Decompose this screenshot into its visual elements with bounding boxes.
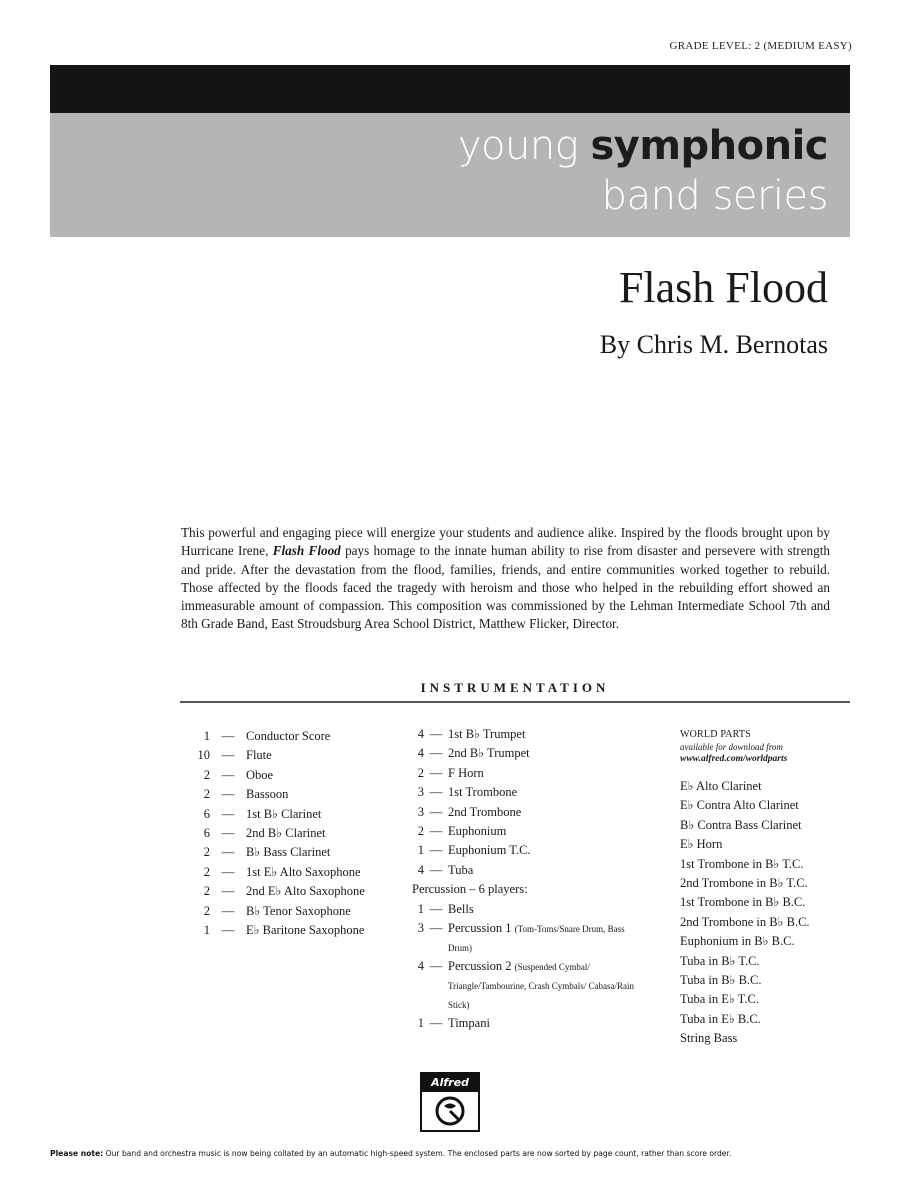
instrument-row — [180, 805, 365, 824]
world-part-item: 1st Trombone in B♭ T.C. — [680, 856, 804, 871]
piece-title: Flash Flood — [618, 263, 828, 312]
instrument-part: Percussion 2 — [448, 959, 512, 974]
world-part-item: Tuba in E♭ T.C. — [680, 992, 759, 1007]
dash: — — [429, 1016, 443, 1031]
instrument-quantity: 4 — [417, 727, 424, 741]
instrument-row — [180, 824, 365, 843]
instrument-part: Timpani — [448, 1016, 490, 1031]
dash: — — [429, 921, 443, 936]
dash: — — [429, 804, 443, 819]
instrument-quantity: 1 — [417, 1016, 424, 1031]
instrument-quantity: 1 — [203, 729, 210, 743]
dash: — — [429, 862, 443, 877]
alfred-logo-icon — [434, 1095, 466, 1127]
instrument-row — [400, 744, 638, 763]
instrument-part: Conductor Score — [246, 729, 331, 743]
instrument-quantity: 2 — [203, 884, 210, 899]
instrument-row — [180, 766, 365, 785]
instrument-row — [180, 843, 365, 862]
instrument-part: 2nd B♭ Clarinet — [246, 826, 326, 841]
footer-text: Our band and orchestra music is now being collated by an automatic high-speed system. The enclosed parts are now sorted by page count, rather than score order. — [105, 1149, 732, 1158]
header-banner-top — [50, 65, 850, 113]
instrument-part: Euphonium T.C. — [448, 843, 531, 858]
world-part-item: 2nd Trombone in B♭ T.C. — [680, 876, 808, 891]
instrument-quantity: 2 — [203, 767, 210, 782]
instrument-row — [180, 863, 365, 882]
instrument-row — [180, 902, 365, 921]
dash: — — [429, 824, 443, 839]
world-part-item: B♭ Contra Bass Clarinet — [680, 817, 802, 832]
dash: — — [429, 785, 443, 800]
dash: — — [221, 806, 235, 821]
instrument-part: 2nd B♭ Trumpet — [448, 746, 530, 761]
instrument-part: 1st E♭ Alto Saxophone — [246, 864, 361, 879]
instrument-row — [400, 919, 638, 957]
instrument-note: (Tom-Toms/Snare Drum, Bass Drum) — [448, 924, 625, 954]
dash: — — [429, 765, 443, 780]
series-symphonic: symphonic — [590, 123, 828, 169]
world-part-item: E♭ Alto Clarinet — [680, 779, 762, 793]
dash: — — [221, 845, 235, 860]
instrument-row — [400, 1014, 638, 1033]
world-part-item: Tuba in B♭ B.C. — [680, 973, 762, 988]
instrument-part: 1st B♭ Clarinet — [246, 806, 322, 821]
world-part-item: 2nd Trombone in B♭ B.C. — [680, 914, 810, 929]
instrument-column-2 — [400, 725, 638, 1033]
instrument-part: E♭ Baritone Saxophone — [246, 923, 365, 938]
instrument-row — [180, 746, 365, 765]
instrument-quantity: 4 — [417, 862, 424, 877]
instrument-part: B♭ Tenor Saxophone — [246, 903, 351, 918]
instrument-part: 2nd E♭ Alto Saxophone — [246, 884, 365, 899]
percussion-heading: Percussion – 6 players: — [412, 882, 528, 897]
instrument-column-1 — [180, 727, 365, 940]
instrument-part: 1st Trombone — [448, 785, 518, 800]
series-band-series: band series — [601, 173, 828, 219]
divider — [180, 701, 850, 703]
instrument-quantity: 2 — [203, 787, 210, 802]
instrument-part: F Horn — [448, 765, 484, 780]
instrument-quantity: 1 — [417, 843, 424, 858]
instrument-row — [400, 841, 638, 860]
dash: — — [429, 727, 443, 741]
world-parts-url[interactable]: www.alfred.com/worldparts — [680, 754, 788, 764]
instrument-row — [400, 900, 638, 919]
instrument-row — [400, 783, 638, 802]
instrument-quantity: 6 — [203, 826, 210, 841]
grade-level: GRADE LEVEL: 2 (MEDIUM EASY) — [669, 40, 852, 52]
dash: — — [429, 746, 443, 761]
instrument-note: (Suspended Cymbal/ Triangle/Tambourine, Crash Cymbals/ Cabasa/Rain Stick) — [448, 962, 635, 1011]
composer-byline: By Chris M. Bernotas — [599, 330, 828, 359]
dash: — — [221, 748, 235, 763]
world-part-item: Tuba in E♭ B.C. — [680, 1011, 761, 1026]
instrument-quantity: 3 — [417, 785, 424, 800]
dash: — — [221, 729, 235, 743]
dash: — — [221, 826, 235, 841]
description-title: Flash Flood — [272, 543, 341, 559]
instrument-part: 2nd Trombone — [448, 804, 522, 819]
instrument-quantity: 3 — [417, 921, 424, 936]
world-parts — [680, 728, 810, 1049]
instrument-part: Bells — [448, 901, 474, 916]
instrument-quantity: 4 — [417, 746, 424, 761]
instrument-quantity: 4 — [417, 959, 424, 974]
instrument-quantity: 3 — [417, 804, 424, 819]
instrument-quantity: 6 — [203, 806, 210, 821]
dash: — — [429, 843, 443, 858]
world-part-item: Euphonium in B♭ B.C. — [680, 934, 795, 949]
instrument-part: Euphonium — [448, 824, 507, 839]
instrument-part: 1st B♭ Trumpet — [448, 727, 526, 741]
instrument-part: Tuba — [448, 862, 474, 877]
dash: — — [221, 903, 235, 918]
description — [181, 524, 830, 634]
footer-note — [50, 1149, 731, 1158]
instrumentation-heading: INSTRUMENTATION — [420, 680, 610, 695]
instrument-row — [400, 957, 638, 1014]
dash: — — [429, 959, 443, 974]
instrument-quantity: 2 — [203, 845, 210, 860]
world-part-item: E♭ Contra Alto Clarinet — [680, 798, 799, 813]
instrument-row — [400, 725, 638, 744]
instrument-quantity: 1 — [417, 901, 424, 916]
world-part-item: Tuba in B♭ T.C. — [680, 953, 760, 968]
instrument-part: Bassoon — [246, 787, 289, 802]
world-part-item: String Bass — [680, 1031, 738, 1046]
series-young: young — [457, 123, 579, 169]
world-parts-note: available for download from — [680, 742, 783, 752]
series-title — [458, 121, 828, 221]
instrument-row — [400, 764, 638, 783]
instrument-quantity: 1 — [203, 923, 210, 938]
instrument-quantity: 2 — [417, 824, 424, 839]
world-part-item: E♭ Horn — [680, 837, 723, 852]
instrument-quantity: 2 — [203, 864, 210, 879]
dash: — — [221, 864, 235, 879]
alfred-logo-text: Alfred — [422, 1074, 478, 1092]
instrument-row — [180, 785, 365, 804]
dash: — — [221, 884, 235, 899]
instrument-row — [180, 727, 365, 746]
header-banner-series — [50, 113, 850, 237]
instrument-quantity: 10 — [197, 748, 210, 763]
instrument-row — [180, 882, 365, 901]
instrument-part: Flute — [246, 748, 272, 763]
dash: — — [429, 901, 443, 916]
instrument-part: B♭ Bass Clarinet — [246, 845, 331, 860]
instrument-quantity: 2 — [203, 903, 210, 918]
instrument-row — [400, 861, 638, 880]
world-parts-title: WORLD PARTS — [680, 729, 751, 740]
instrument-part: Percussion 1 — [448, 921, 512, 936]
dash: — — [221, 787, 235, 802]
dash: — — [221, 923, 235, 938]
world-part-item: 1st Trombone in B♭ B.C. — [680, 895, 806, 910]
instrument-row — [180, 921, 365, 940]
alfred-logo — [420, 1072, 480, 1132]
instrument-part: Oboe — [246, 767, 274, 782]
instrument-quantity: 2 — [417, 765, 424, 780]
instrument-row — [400, 822, 638, 841]
description-part1: This powerful and engaging piece will energize your students and audience alike. Inspired by the floods brought upon by Hurricane Irene, — [181, 525, 830, 559]
dash: — — [221, 767, 235, 782]
instrument-row — [400, 803, 638, 822]
description-part2: pays homage to the innate human ability to rise from disaster and persevere with strength and pride. After the devastation from the flood, families, friends, and entire communities worked together to rebuild. Those affected by the floods faced the tragedy with heroism and those who helped in the rebuilding effort showed an immeasurable amount of compassion. This composition was commissioned by the Lehman Intermediate School 7th and 8th Grade Band, East Stroudsburg Area School District, Matthew Flicker, Director. — [181, 543, 830, 632]
footer-label: Please note: — [50, 1149, 104, 1158]
